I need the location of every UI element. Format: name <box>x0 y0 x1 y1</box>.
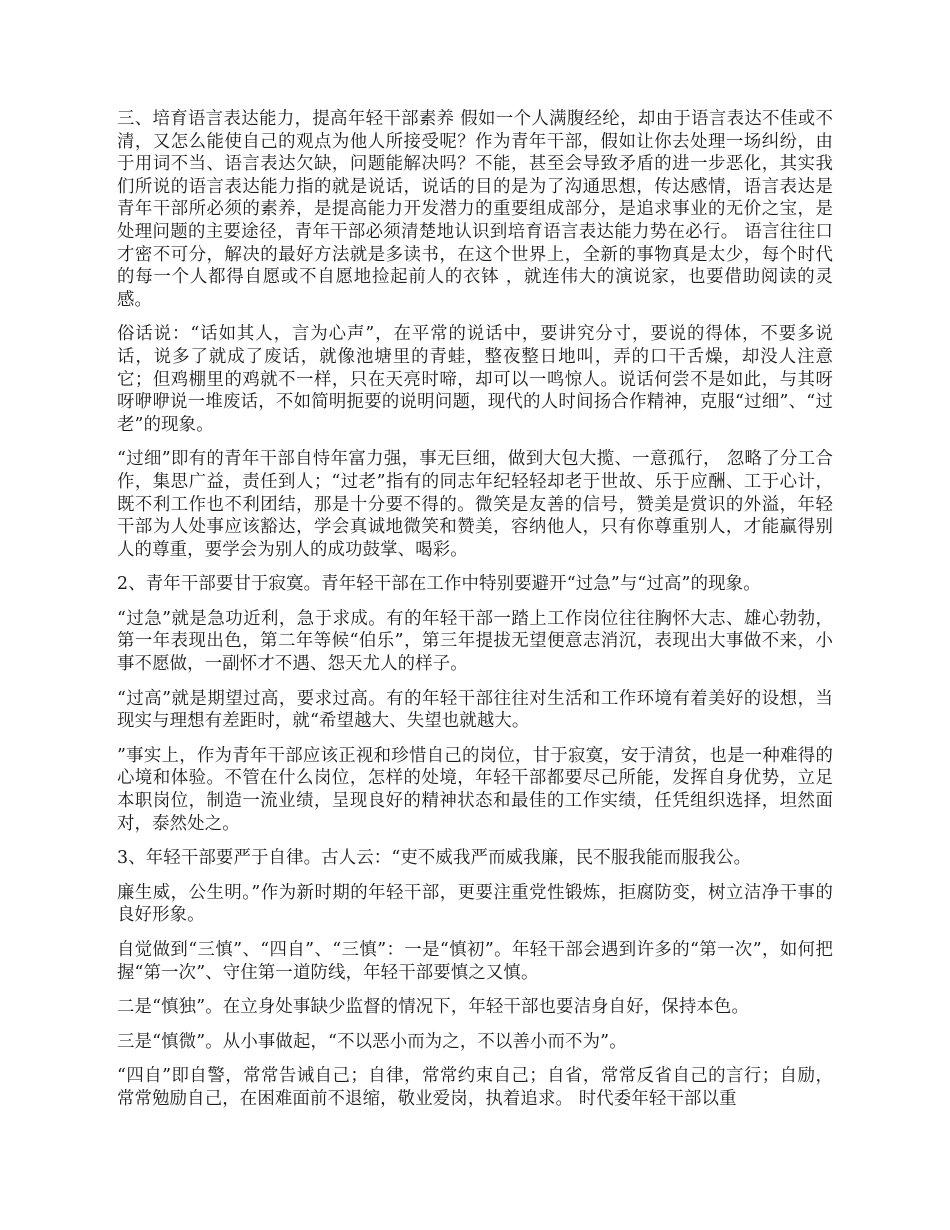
paragraph-5: “过急”就是急功近利，急于求成。有的年轻干部一踏上工作岗位往往胸怀大志、雄心勃勃，第一年表现出色，第二年等候“伯乐”，第三年提拔无望便意志消沉，表现出大事做不来，小事不愿做，一副怀才不遇、怨天尤人的样子。 <box>117 608 833 675</box>
paragraph-3: “过细”即有的青年干部自恃年富力强，事无巨细，做到大包大揽、一意孤行， 忽略了分工合作，集思广益，责任到人；“过老”指有的同志年纪轻轻却老于世故、乐于应酬、工于心计，既不利工作也不利团结，那是十分要不得的。微笑是友善的信号，赞美是赏识的外溢，年轻干部为人处事应该豁达，学会真诚地微笑和赞美，容纳他人，只有你尊重别人，才能赢得别人的尊重，要学会为别人的成功鼓掌、喝彩。 <box>117 449 833 560</box>
document-body <box>117 108 833 1123</box>
paragraph-11: 二是“慎独”。在立身处事缺少监督的情况下，年轻干部也要洁身自好，保持本色。 <box>117 997 750 1018</box>
paragraph-9: 廉生威，公生明。”作为新时期的年轻干部，更要注重党性锻炼，拒腐防变，树立洁净干事的良好形象。 <box>117 882 833 926</box>
paragraph-2: 俗话说：“话如其人，言为心声”，在平常的说话中，要讲究分寸，要说的得体，不要多说话，说多了就成了废话，就像池塘里的青蛙，整夜整日地叫，弄的口干舌燥，却没人注意它；但鸡棚里的鸡就不一样，只在天亮时啼，却可以一鸣惊人。说话何尝不是如此，与其呀呀咿咿说一堆废话，不如简明扼要的说明问题，现代的人时间扬合作精神，克服“过细”、“过老”的现象。 <box>117 324 833 435</box>
paragraph-7: ”事实上，作为青年干部应该正视和珍惜自己的岗位，甘于寂寞，安于清贫，也是一种难得的心境和体验。不管在什么岗位，怎样的处境，年轻干部都要尽己所能，发挥自身优势，立足本职岗位，制造一流业绩，呈现良好的精神状态和最佳的工作实绩，任凭组织选择，坦然面对，泰然处之。 <box>117 745 833 834</box>
paragraph-4: 2、青年干部要甘于寂寞。青年轻干部在工作中特别要避开“过急”与“过高”的现象。 <box>117 574 761 595</box>
paragraph-12: 三是“慎微”。从小事做起，“不以恶小而为之，不以善小而不为”。 <box>117 1031 627 1052</box>
paragraph-10: 自觉做到“三慎”、“四自”、“三慎”：一是“慎初”。年轻干部会遇到许多的“第一次”，如何把握“第一次”、守住第一道防线，年轻干部要慎之又慎。 <box>117 940 833 983</box>
paragraph-1: 三、培育语言表达能力，提高年轻干部素养 假如一个人满腹经纶，却由于语言表达不佳或不清，又怎么能使自己的观点为他人所接受呢？作为青年干部，假如让你去处理一场纠纷，由于用词不当、语言表达欠缺，问题能解决吗？不能，甚至会导致矛盾的进一步恶化，其实我们所说的语言表达能力指的就是说话，说话的目的是为了沟通思想，传达感情，语言表达是青年干部所必须的素养，是提高能力开发潜力的重要组成部分，是追求事业的无价之宝，是处理问题的主要途径，青年干部必须清楚地认识到培育语言表达能力势在必行。 语言往往口才密不可分，解决的最好方法就是多读书，在这个世界上，全新的事物真是太少，每个时代的每一个人都得自愿或不自愿地捡起前人的衣钵 ，就连伟大的演说家，也要借助阅读的灵感。 <box>117 109 833 310</box>
paragraph-13: “四自”即自警，常常告诫自己；自律，常常约束自己；自省，常常反省自己的言行；自励，常常勉励自己，在困难面前不退缩，敬业爱岗，执着追求。 时代委年轻干部以重 <box>117 1066 833 1109</box>
paragraph-6: “过高”就是期望过高，要求过高。有的年轻干部往往对生活和工作环境有着美好的设想，当现实与理想有差距时，就“希望越大、失望也就越大。 <box>117 688 833 732</box>
paragraph-8: 3、年轻干部要严于自律。古人云：“吏不威我严而威我廉，民不服我能而服我公。 <box>117 848 752 869</box>
